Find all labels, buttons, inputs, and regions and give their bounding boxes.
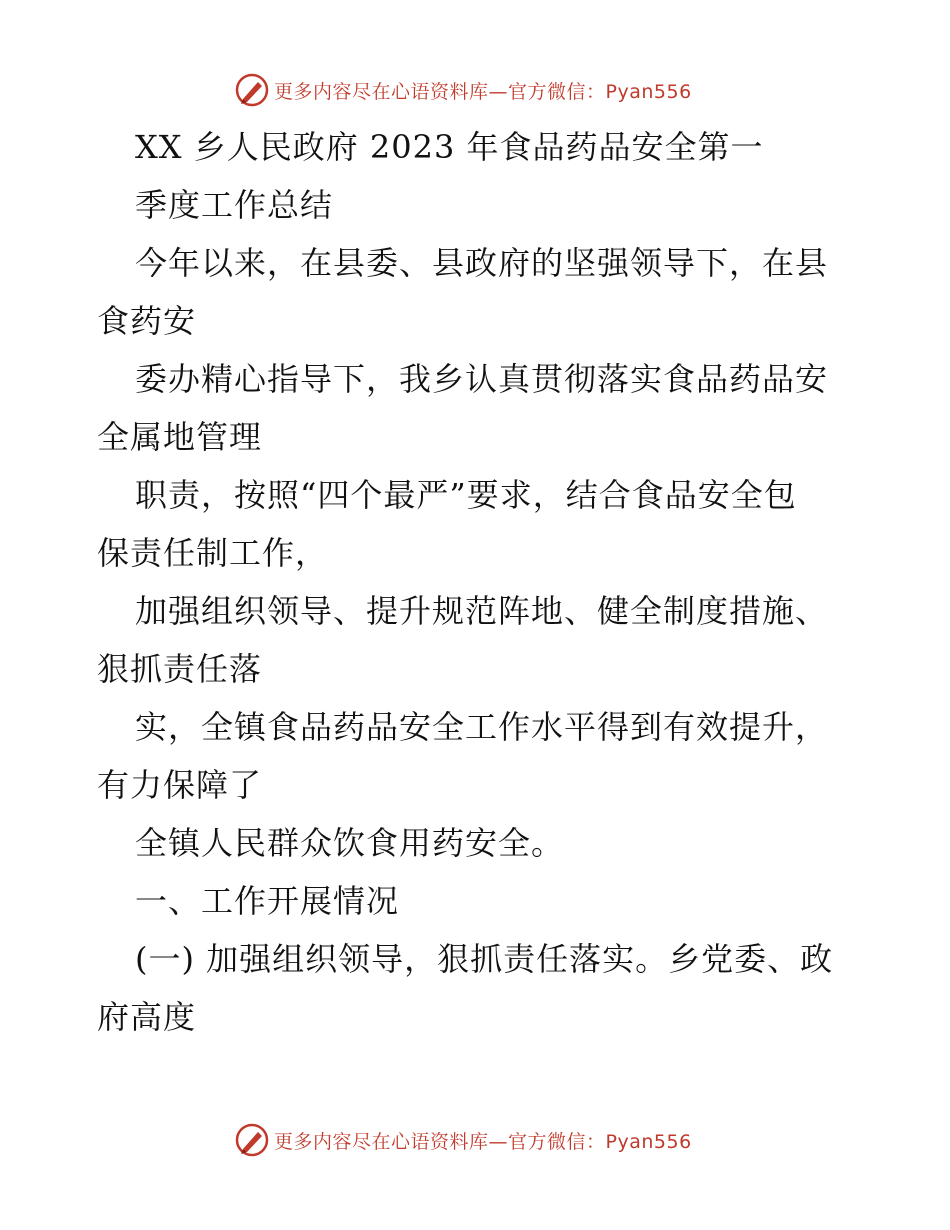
pen-logo-icon <box>234 72 270 108</box>
footer-watermark <box>234 1120 692 1160</box>
doc-title-line-2: 季度工作总结 <box>135 186 334 224</box>
paragraph-line: 有力保障了 <box>97 766 263 804</box>
watermark-text: 更多内容尽在心语资料库—官方微信：Pyan556 <box>274 1130 692 1153</box>
paragraph-line: 食药安 <box>97 302 197 340</box>
watermark-text: 更多内容尽在心语资料库—官方微信：Pyan556 <box>274 80 692 103</box>
doc-title-line-1: XX 乡人民政府 2023 年食品药品安全第一 <box>135 128 764 166</box>
paragraph-line: 狠抓责任落 <box>97 650 263 688</box>
section-heading: 一、工作开展情况 <box>135 882 400 920</box>
paragraph-line: 今年以来，在县委、县政府的坚强领导下，在县 <box>135 244 829 282</box>
paragraph-line: 职责，按照“四个最严”要求，结合食品安全包 <box>135 476 797 514</box>
subsection-line: (一) 加强组织领导，狠抓责任落实。乡党委、政 <box>135 940 834 978</box>
document-body <box>97 118 857 1046</box>
paragraph-line: 实，全镇食品药品安全工作水平得到有效提升， <box>135 708 829 746</box>
pen-logo-icon <box>234 1122 270 1158</box>
paragraph-line: 加强组织领导、提升规范阵地、健全制度措施、 <box>135 592 829 630</box>
paragraph-line: 保责任制工作， <box>97 534 329 572</box>
paragraph-line: 全属地管理 <box>97 418 263 456</box>
paragraph-line: 委办精心指导下，我乡认真贯彻落实食品药品安 <box>135 360 829 398</box>
paragraph-line: 府高度 <box>97 998 197 1036</box>
header-watermark <box>234 70 692 110</box>
paragraph-line: 全镇人民群众饮食用药安全。 <box>135 824 565 862</box>
